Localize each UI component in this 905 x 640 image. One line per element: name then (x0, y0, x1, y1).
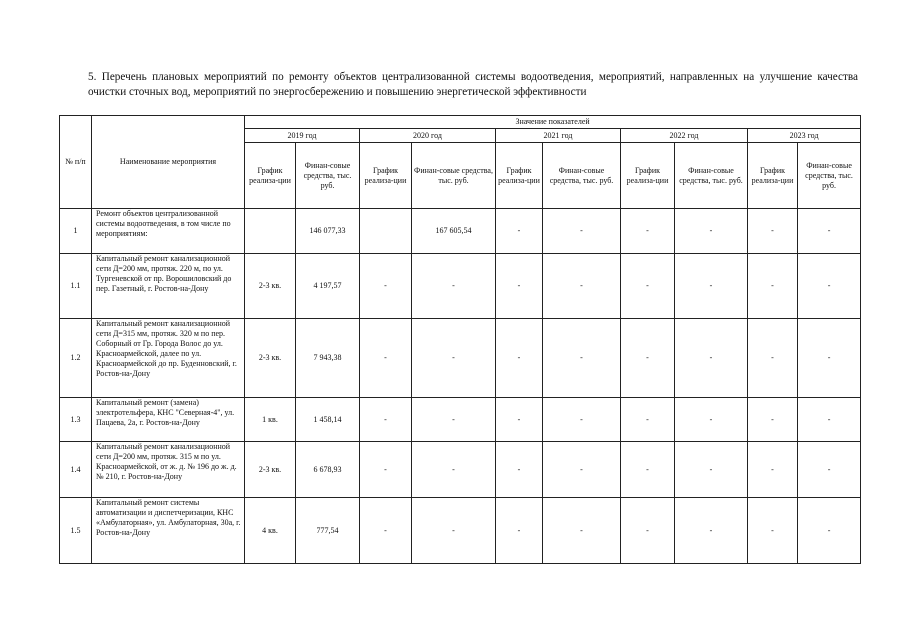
cell: 6 678,93 (296, 442, 360, 498)
row-num: 1.1 (60, 254, 92, 319)
header-values: Значение показателей (245, 116, 861, 129)
cell: - (748, 442, 798, 498)
header-year-2021: 2021 год (496, 129, 621, 143)
cell: 1 458,14 (296, 398, 360, 442)
cell: 4 кв. (245, 498, 296, 564)
header-schedule: График реализа-ции (360, 143, 412, 209)
cell: - (543, 398, 621, 442)
cell: - (748, 209, 798, 254)
table-row (60, 209, 861, 254)
header-finance: Финан-совые средства, тыс. руб. (543, 143, 621, 209)
cell: - (621, 254, 675, 319)
header-finance: Финан-совые средства, тыс. руб. (675, 143, 748, 209)
cell: - (543, 442, 621, 498)
cell: - (360, 319, 412, 398)
cell: 167 605,54 (412, 209, 496, 254)
header-num: № п/п (60, 116, 92, 209)
row-num: 1 (60, 209, 92, 254)
cell: - (360, 442, 412, 498)
cell: - (621, 498, 675, 564)
cell: - (798, 498, 861, 564)
cell: - (412, 319, 496, 398)
cell: - (748, 319, 798, 398)
cell: 4 197,57 (296, 254, 360, 319)
cell: - (748, 398, 798, 442)
cell: - (543, 319, 621, 398)
row-num: 1.2 (60, 319, 92, 398)
cell: - (496, 442, 543, 498)
header-finance: Финан-совые средства, тыс. руб. (296, 143, 360, 209)
cell: - (798, 442, 861, 498)
cell: - (412, 398, 496, 442)
document-heading: 5. Перечень плановых мероприятий по ремонту объектов централизованной системы водоотведения, мероприятий, направленных на улучшение качества очистки сточных вод, мероприятий по энергосбережению и повышению энергетической эффективности (88, 71, 858, 98)
cell: - (621, 209, 675, 254)
cell: - (675, 498, 748, 564)
cell: - (496, 254, 543, 319)
header-name: Наименование мероприятия (92, 116, 245, 209)
table-row (60, 319, 861, 398)
header-finance: Финан-совые средства, тыс. руб. (798, 143, 861, 209)
table-row (60, 442, 861, 498)
row-num: 1.5 (60, 498, 92, 564)
cell: - (675, 442, 748, 498)
cell: - (798, 254, 861, 319)
cell: - (675, 319, 748, 398)
cell: - (675, 209, 748, 254)
header-finance: Финан-совые средства, тыс. руб. (412, 143, 496, 209)
header-schedule: График реализа-ции (496, 143, 543, 209)
cell: - (496, 319, 543, 398)
cell: - (412, 254, 496, 319)
cell: - (543, 254, 621, 319)
cell: 2-3 кв. (245, 319, 296, 398)
cell: - (412, 442, 496, 498)
cell: - (496, 209, 543, 254)
row-num: 1.3 (60, 398, 92, 442)
cell: - (798, 209, 861, 254)
row-num: 1.4 (60, 442, 92, 498)
header-year-2019: 2019 год (245, 129, 360, 143)
cell: - (621, 442, 675, 498)
cell: - (412, 498, 496, 564)
table-row (60, 398, 861, 442)
row-name: Капитальный ремонт канализационной сети Д=200 мм, протяж. 315 м по ул. Красноармейской, от ж. д. № 196 до ж. д. № 210, г. Ростов-на-Дону (92, 442, 245, 498)
header-year-2022: 2022 год (621, 129, 748, 143)
cell: - (798, 398, 861, 442)
cell: 2-3 кв. (245, 442, 296, 498)
cell: 2-3 кв. (245, 254, 296, 319)
cell: 777,54 (296, 498, 360, 564)
cell: - (798, 319, 861, 398)
table-row (60, 254, 861, 319)
cell: - (621, 319, 675, 398)
cell (360, 209, 412, 254)
cell: - (496, 498, 543, 564)
cell: - (496, 398, 543, 442)
table-row (60, 498, 861, 564)
header-schedule: График реализа-ции (245, 143, 296, 209)
header-year-2023: 2023 год (748, 129, 861, 143)
row-name: Капитальный ремонт (замена) электротельфера, КНС "Северная-4", ул. Пацаева, 2а, г. Ростов-на-Дону (92, 398, 245, 442)
cell: - (748, 498, 798, 564)
row-name: Ремонт объектов централизованной системы водоотведения, в том числе по мероприятиям: (92, 209, 245, 254)
cell: - (675, 398, 748, 442)
cell: - (360, 398, 412, 442)
header-year-2020: 2020 год (360, 129, 496, 143)
header-schedule: График реализа-ции (621, 143, 675, 209)
cell: - (543, 209, 621, 254)
row-name: Капитальный ремонт канализационной сети Д=200 мм, протяж. 220 м, по ул. Тургеневской от пр. Ворошиловский до пер. Газетный, г. Ростов-на-Дону (92, 254, 245, 319)
cell: 146 077,33 (296, 209, 360, 254)
cell: - (748, 254, 798, 319)
row-name: Капитальный ремонт системы автоматизации и диспетчеризации, КНС «Амбулаторная», ул. Амбулаторная, 30а, г. Ростов-на-Дону (92, 498, 245, 564)
row-name: Капитальный ремонт канализационной сети Д=315 мм, протяж. 320 м по пер. Соборный от Гр. Города Волос до ул. Красноармейской, далее по ул. Красноармейской до пр. Буденновский, г. Ростов-на-Дону (92, 319, 245, 398)
cell: - (360, 498, 412, 564)
header-schedule: График реализа-ции (748, 143, 798, 209)
cell: - (543, 498, 621, 564)
plan-table (59, 115, 861, 564)
cell: - (675, 254, 748, 319)
cell: - (621, 398, 675, 442)
cell: - (360, 254, 412, 319)
cell: 1 кв. (245, 398, 296, 442)
cell (245, 209, 296, 254)
cell: 7 943,38 (296, 319, 360, 398)
